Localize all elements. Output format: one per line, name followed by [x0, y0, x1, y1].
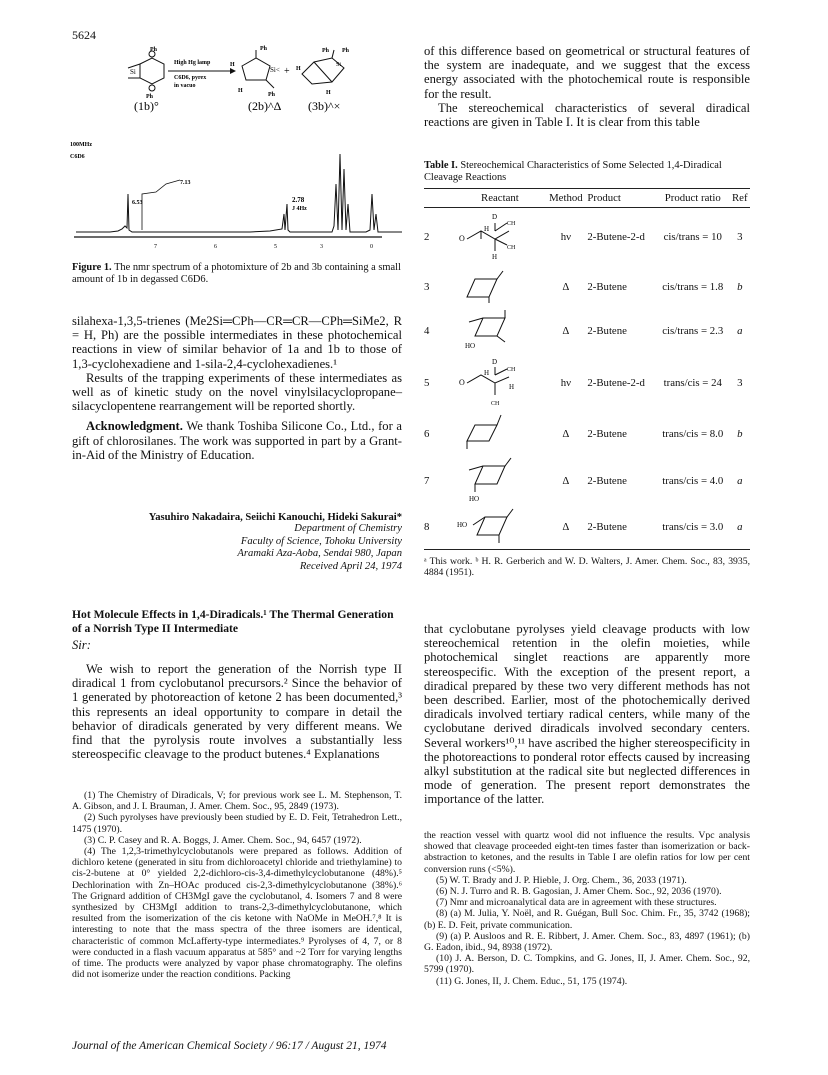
header-ratio: Product ratio	[656, 189, 730, 208]
table-header-row	[424, 189, 750, 208]
svg-text:Si: Si	[130, 68, 136, 76]
svg-text:CH: CH	[507, 245, 516, 252]
tick-7: 7	[154, 244, 157, 250]
product: 2-Butene	[587, 427, 627, 440]
method: hν	[560, 376, 572, 389]
author-names: Yasuhiro Nakadaira, Seiichi Kanouchi, Hideki Sakurai*	[148, 512, 402, 523]
method: Δ	[562, 324, 570, 337]
affiliation-faculty: Faculty of Science, Tohoku University	[240, 535, 402, 547]
tick-0: 0	[370, 244, 373, 250]
peak-label-coupling: J 4Hz	[292, 206, 307, 212]
right-body	[424, 622, 750, 807]
cyclobutane-structure	[455, 267, 535, 303]
footnote-9: (9) (a) P. Ausloos and R. E. Ribbert, J. Amer. Chem. Soc., 83, 4897 (1961); (b) G. Eadon, ibid., 94, 8938 (1972).	[424, 930, 750, 954]
paragraph-explanations: of this difference based on geometrical or structural features of the system are inadequate, and we suggest that the excess energy associated with the photochemical route is responsible for the result.	[424, 44, 750, 101]
svg-text:CH: CH	[507, 221, 516, 228]
footnote-7: (7) Nmr and microanalytical data are in agreement with these structures.	[436, 897, 717, 909]
acknowledgment-label: Acknowledgment.	[86, 419, 183, 434]
article-body	[72, 662, 402, 761]
paragraph-trapping: Results of the trapping experiments of these intermediates as well as of kinetic study on the novel vinylsilacyclopropane–silacyclopentene rearrangement will be reported shortly.	[72, 370, 402, 414]
row-number: 2	[424, 230, 430, 243]
product: 2-Butene	[587, 474, 627, 487]
footnote-4: (4) The 1,2,3-trimethylcyclobutanols were prepared as follows. Addition of dichloro ketene (generated in situ from dichloroacetyl chloride and triethylamine) to cis-2-butene at 0° yielded 2,2-dichloro-cis-3,4-dimethylcyclobutanone (48%).⁵ Dechlorination with Zn–HOAc produced cis-2,3-dimethylcyclobutanone (38%).⁶ The Grignard addition of CH3MgI gave the cyclobutanol, 4. Isomers 7 and 8 were synthesized by CH3MgI addition to trans-2,3-dimethylcyclobutanone, which resulted from the isomerization of the cis ketone with NaOMe in MeOH.⁷,⁸ It is interesting to note that the mass spectra of the three isomers are identical, characteristic of common McLafferty-type intermediates.⁹ Pyrolyses of 4, 7, or 8 were conducted in a flash vacuum apparatus at 585° and ~2 Torr for varying lengths of time. The products were analyzed by vapor phase chromatography. The olefins did not isomerize under the reaction conditions. Packing	[72, 846, 402, 981]
product: 2-Butene	[587, 280, 627, 293]
row-number: 8	[424, 506, 455, 550]
table-1	[424, 188, 750, 578]
arrow-label-vacuo: in vacuo	[174, 83, 196, 89]
method: Δ	[562, 280, 570, 293]
footnote-2: (2) Such pyrolyses have previously been studied by E. D. Feit, Tetrahedron Lett., 1475 (1970).	[72, 812, 402, 835]
footnote-6: (6) N. J. Turro and R. B. Gagosian, J. Amer Chem. Soc., 92, 2036 (1970).	[436, 886, 722, 898]
author-block	[72, 512, 402, 573]
svg-text:HO: HO	[469, 495, 480, 502]
product-ratio: trans/cis = 4.0	[662, 474, 724, 487]
svg-text:HO: HO	[465, 342, 476, 350]
footnote-3: (3) C. P. Casey and R. A. Boggs, J. Amer. Chem. Soc., 94, 6457 (1972).	[84, 834, 362, 846]
paragraph-stereospecificity: that cyclobutane pyrolyses yield cleavage products with low stereochemical retention in the olefin moieties, while photochemical singlet reactions are apparently more stereospecific. With the exception of the present report, a diradical prepared by these two very different methods has not been described. Earlier, most of the photochemically derived diradicals involved tertiary radical centers, while many of the cyclobutane derived diradicals involved secondary centers. Several workers¹⁰,¹¹ have ascribed the higher stereospecificity in the photoreactions to ponderal rotor effects caused by increasing alkyl substitution at the radical site but neglected differences in mode of generation. The present report demonstrates the importance of the latter.	[424, 622, 750, 807]
product-ratio: cis/trans = 2.3	[662, 324, 724, 337]
svg-text:CH: CH	[491, 401, 500, 407]
table-footnote: ᵃ This work. ᵇ H. R. Gerberich and W. D. Walters, J. Amer. Chem. Soc., 83, 3935, 4884 (1951).	[424, 556, 750, 579]
table-row	[424, 412, 750, 456]
arrow-label-lamp: High Hg lamp	[174, 60, 211, 66]
product: 2-Butene	[587, 506, 656, 550]
figure-caption	[72, 262, 402, 286]
svg-text:H: H	[492, 253, 498, 262]
label-2b: (2b)^Δ	[248, 99, 282, 113]
acknowledgment-text: We thank Toshiba Silicone Co., Ltd., for a gift of chlorosilanes. The work was supported in part by a Grant-in-Aid of the Ministry of Education.	[72, 419, 403, 462]
spectrum-solvent-label: C6D6	[70, 154, 85, 160]
acknowledgment	[72, 419, 402, 462]
product-ratio: trans/cis = 8.0	[662, 427, 724, 440]
footnote-11: (11) G. Jones, II, J. Chem. Educ., 51, 175 (1974).	[436, 975, 628, 987]
cyclobutane-structure	[455, 413, 535, 451]
table-title: Stereochemical Characteristics of Some Selected 1,4-Diradical Cleavage Reactions	[424, 160, 722, 184]
svg-text:CH: CH	[507, 367, 516, 373]
svg-text:H: H	[238, 88, 243, 94]
reference: a	[730, 506, 750, 550]
reactant-structure	[455, 208, 544, 266]
header-method: Method	[544, 189, 587, 208]
svg-text:Ph: Ph	[268, 92, 276, 98]
reference: 3	[737, 376, 743, 389]
article-body-paragraph: We wish to report the generation of the Norrish type II diradical 1 from cyclobutanol precursors.² Since the behavior of 1 generated by photoreaction of ketone 2 has been documented,³ this represents an ideal opportunity to compare in detail the behavior of diradicals generated by very different means. We find that the pyrolysis route involves a substantially less stereospecific cleavage to the product butenes.⁴ Explanations	[72, 662, 402, 762]
product: 2-Butene	[587, 324, 627, 337]
svg-text:O: O	[459, 234, 466, 244]
svg-text:HO: HO	[457, 520, 468, 529]
paragraph-table-intro: The stereochemical characteristics of several diradical reactions are given in Table I. It is clear from this table	[424, 100, 750, 130]
left-footnotes	[72, 790, 402, 980]
cyclobutanol-8-structure	[455, 507, 535, 545]
reference: a	[737, 474, 743, 487]
nmr-figure	[70, 44, 402, 256]
affiliation-department: Department of Chemistry	[294, 523, 402, 534]
reference: 3	[737, 230, 743, 243]
reactant-structure	[455, 412, 544, 456]
svg-text:Ph: Ph	[342, 48, 350, 54]
svg-text:Ph: Ph	[150, 47, 158, 53]
cyclobutanol-7-structure	[455, 456, 535, 502]
received-date: Received April 24, 1974	[299, 560, 402, 572]
article-header	[72, 608, 402, 652]
right-top-text	[424, 44, 750, 129]
peak-label-713: 7.13	[180, 180, 191, 186]
row-number: 6	[424, 427, 430, 440]
table-row	[424, 308, 750, 354]
tick-6: 6	[214, 244, 217, 250]
row-number: 3	[424, 280, 430, 293]
reference: b	[737, 280, 743, 293]
product-ratio: trans/cis = 24	[663, 376, 722, 389]
footnote-8: (8) (a) M. Julia, Y. Noël, and R. Guégan, Bull Soc. Chim. Fr., 35, 3742 (1968); (b) E. D. Feit, private communication.	[424, 908, 750, 931]
table-row	[424, 506, 750, 550]
page-number: 5624	[72, 28, 96, 42]
svg-text:H: H	[484, 369, 490, 377]
ketone-structure	[455, 355, 535, 407]
article-title: Hot Molecule Effects in 1,4-Diradicals.¹ The Thermal Generation of a Norrish Type II Intermediate	[72, 608, 394, 635]
peak-label-653: 6.53	[132, 200, 143, 206]
reference: a	[737, 324, 743, 337]
svg-text:H: H	[484, 225, 490, 234]
figure-caption-label: Figure 1.	[72, 262, 112, 273]
tick-3: 3	[320, 244, 323, 250]
left-top-text	[72, 314, 402, 462]
paragraph-silahexatrienes: silahexa-1,3,5-trienes (Me2Si═CPh—CR═CR—CPh═SiMe2, R = H, Ph) are the possible intermediates in these photochemical reactions in view of similar behavior of 1a and 1b to those of 1,3-cyclohexadiene and 1-sila-2,4-cyclohexadienes.¹	[72, 314, 402, 371]
footnote-1: (1) The Chemistry of Diradicals, V; for previous work see L. M. Stephenson, T. A. Gibson, and J. I. Brauman, J. Amer. Chem. Soc., 95, 2849 (1973).	[72, 790, 402, 813]
figure-drawing	[70, 44, 402, 256]
right-footnotes	[424, 830, 750, 987]
svg-text:O: O	[459, 378, 466, 387]
product-ratio: trans/cis = 3.0	[656, 506, 730, 550]
svg-text:Si: Si	[336, 62, 342, 68]
svg-text:H: H	[509, 383, 515, 391]
method: Δ	[562, 474, 570, 487]
reactant-structure	[455, 354, 544, 412]
reactant-structure	[455, 506, 544, 550]
ketone-structure	[455, 209, 535, 261]
label-3b: (3b)^×	[308, 99, 341, 113]
table-row	[424, 266, 750, 308]
table-label: Table I.	[424, 160, 458, 171]
reactant-structure	[455, 308, 544, 354]
svg-text:H: H	[230, 62, 235, 68]
table-row	[424, 354, 750, 412]
tick-5: 5	[274, 244, 277, 250]
cyclobutanol-4-structure	[455, 308, 535, 350]
journal-footer: Journal of the American Chemical Society / 96:17 / August 21, 1974	[72, 1040, 387, 1052]
article-salutation: Sir:	[72, 638, 91, 652]
method: hν	[560, 230, 572, 243]
reactant-structure	[455, 456, 544, 506]
svg-text:H: H	[296, 66, 301, 72]
footnote-5: (5) W. T. Brady and J. P. Hieble, J. Org. Chem., 36, 2033 (1971).	[436, 874, 687, 886]
svg-text:D: D	[492, 358, 498, 366]
header-reactant: Reactant	[455, 189, 544, 208]
reference: b	[737, 427, 743, 440]
reactant-structure	[455, 266, 544, 308]
svg-text:+: +	[284, 66, 290, 77]
row-number: 5	[424, 376, 430, 389]
header-product: Product	[587, 189, 656, 208]
row-number: 7	[424, 474, 430, 487]
row-number: 4	[424, 324, 430, 337]
table-row	[424, 456, 750, 506]
svg-text:H: H	[326, 90, 331, 96]
stereochemistry-table	[424, 188, 750, 550]
method: Δ	[562, 427, 570, 440]
peak-label-278: 2.78	[292, 196, 305, 204]
svg-text:Ph: Ph	[322, 48, 330, 54]
footnote-10: (10) J. A. Berson, D. C. Tompkins, and G. Jones, II, J. Amer. Chem. Soc., 92, 5799 (1970).	[424, 953, 750, 976]
spectrum-freq-label: 100MHz	[70, 142, 92, 148]
arrow-label-solvent: C6D6, pyrex	[174, 75, 207, 81]
footnote-4-continued: the reaction vessel with quartz wool did not influence the results. Vpc analysis showed that cleavage proceeded eight-ten times faster than isomerization or back-abstraction to ketones, and the results in Table I are olefin ratios for low per cent conversion runs (<5%).	[424, 830, 750, 875]
svg-text:Ph: Ph	[260, 46, 268, 52]
table-row	[424, 208, 750, 266]
product: 2-Butene-2-d	[587, 230, 645, 243]
product: 2-Butene-2-d	[587, 376, 645, 389]
method: Δ	[544, 506, 587, 550]
label-1b: (1b)°	[134, 99, 159, 113]
product-ratio: cis/trans = 10	[663, 230, 722, 243]
product-ratio: cis/trans = 1.8	[662, 280, 724, 293]
svg-text:Si<: Si<	[270, 66, 280, 74]
header-ref: Ref	[730, 189, 750, 208]
table-caption	[424, 160, 750, 184]
affiliation-address: Aramaki Aza-Aoba, Sendai 980, Japan	[237, 548, 402, 560]
nmr-spectrum-trace	[76, 154, 402, 232]
figure-caption-text: The nmr spectrum of a photomixture of 2b and 3b containing a small amount of 1b in degassed C6D6.	[72, 262, 401, 286]
svg-text:Ph: Ph	[146, 94, 154, 100]
svg-text:D: D	[492, 213, 498, 222]
